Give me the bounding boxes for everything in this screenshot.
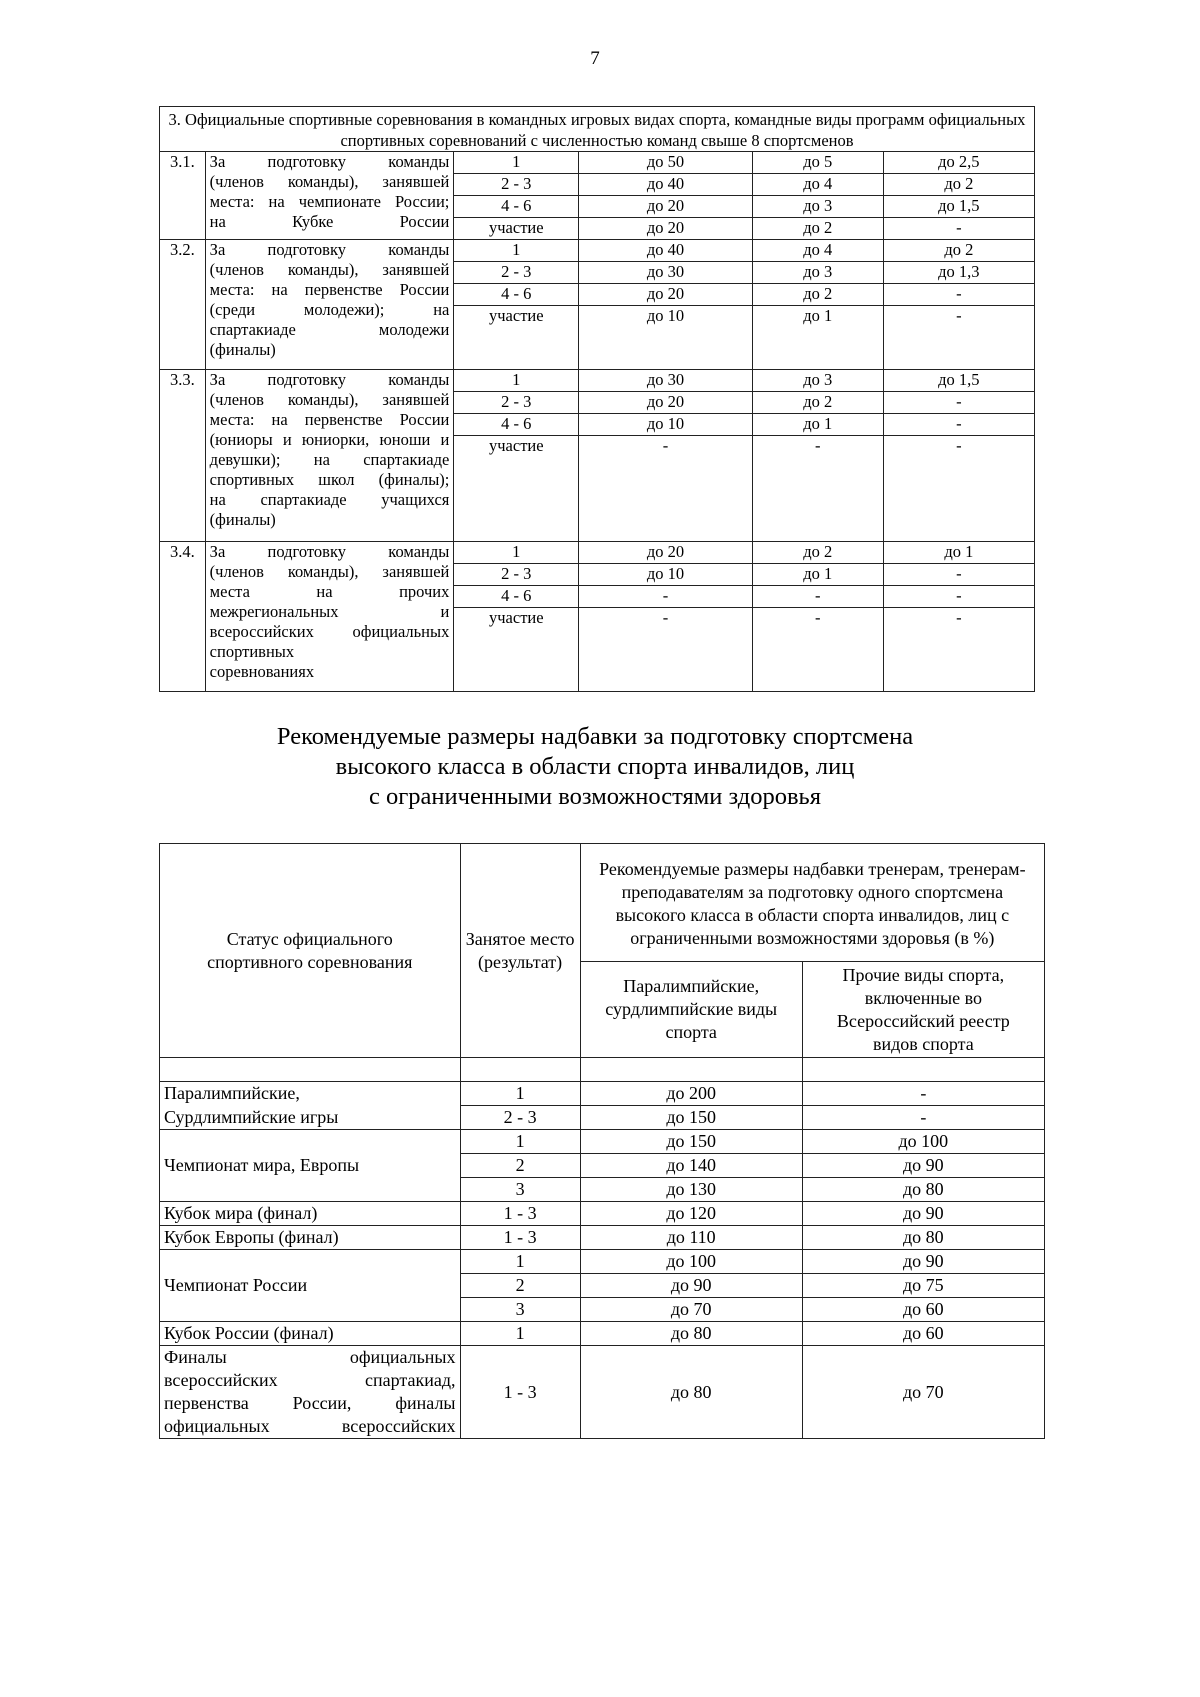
value-cell: до 30 bbox=[579, 262, 753, 284]
table-row bbox=[160, 1202, 1045, 1226]
value-cell: до 90 bbox=[580, 1274, 802, 1298]
value-cell: до 70 bbox=[802, 1346, 1044, 1439]
desc-line: За подготовку команды bbox=[209, 240, 450, 259]
place-cell: 3 bbox=[460, 1298, 580, 1322]
place-cell: 1 bbox=[454, 370, 579, 392]
value-cell: до 120 bbox=[580, 1202, 802, 1226]
place-cell: 1 bbox=[454, 542, 579, 564]
value-cell: до 80 bbox=[580, 1322, 802, 1346]
name-line: Финалы официальных bbox=[164, 1347, 456, 1367]
desc-line: места: на чемпионате России; bbox=[209, 192, 450, 211]
value-cell: до 10 bbox=[579, 564, 753, 586]
desc-line: (членов команды), занявшей bbox=[209, 562, 450, 581]
item-number: 3.4. bbox=[160, 542, 206, 692]
value-cell: до 3 bbox=[752, 370, 883, 392]
desc-line: За подготовку команды bbox=[209, 542, 450, 561]
value-cell: - bbox=[579, 608, 753, 692]
table-row bbox=[160, 1226, 1045, 1250]
competition-name: Кубок России (финал) bbox=[160, 1322, 461, 1346]
value-cell: до 4 bbox=[752, 174, 883, 196]
place-cell: 1 bbox=[460, 1322, 580, 1346]
desc-line: За подготовку команды bbox=[209, 152, 450, 171]
value-cell: до 4 bbox=[752, 240, 883, 262]
value-cell: - bbox=[752, 608, 883, 692]
name-line: официальных всероссийских bbox=[164, 1416, 456, 1436]
value-cell: до 1 bbox=[883, 542, 1034, 564]
value-cell: до 150 bbox=[580, 1106, 802, 1130]
value-cell: до 80 bbox=[802, 1226, 1044, 1250]
value-cell: до 20 bbox=[579, 284, 753, 306]
desc-line: всероссийских официальных bbox=[209, 622, 450, 641]
value-cell: до 110 bbox=[580, 1226, 802, 1250]
desc-line: соревнованиях bbox=[209, 662, 315, 681]
value-cell: до 20 bbox=[579, 392, 753, 414]
value-cell: до 1 bbox=[752, 306, 883, 370]
item-description bbox=[205, 370, 454, 542]
name-line: первенства России, финалы bbox=[164, 1393, 456, 1413]
table-row bbox=[160, 1346, 1045, 1439]
section-3-header: 3. Официальные спортивные соревнования в командных игровых видах спорта, командные виды программ официальных спортивных соревнований с численностью команд свыше 8 спортсменов bbox=[160, 107, 1035, 152]
value-cell: до 40 bbox=[579, 240, 753, 262]
place-cell: 4 - 6 bbox=[454, 414, 579, 436]
desc-line: (финалы) bbox=[209, 340, 276, 359]
place-cell: 1 bbox=[454, 240, 579, 262]
value-cell: до 150 bbox=[580, 1130, 802, 1154]
value-cell: - bbox=[883, 436, 1034, 542]
item-description bbox=[205, 240, 454, 370]
value-cell: до 3 bbox=[752, 196, 883, 218]
place-cell: 4 - 6 bbox=[454, 586, 579, 608]
table-row bbox=[160, 1082, 1045, 1106]
place-cell: участие bbox=[454, 218, 579, 240]
place-cell: 1 - 3 bbox=[460, 1202, 580, 1226]
section-title-line: высокого класса в области спорта инвалидов, лиц bbox=[335, 753, 855, 780]
table-row bbox=[160, 152, 1035, 174]
value-cell: до 1 bbox=[752, 414, 883, 436]
section-title-line: Рекомендуемые размеры надбавки за подготовку спортсмена bbox=[276, 723, 914, 750]
competition-name: Паралимпийские, bbox=[160, 1082, 461, 1106]
table-row bbox=[160, 240, 1035, 262]
value-cell: до 60 bbox=[802, 1322, 1044, 1346]
place-cell: 1 - 3 bbox=[460, 1346, 580, 1439]
section-title-line: с ограниченными возможностями здоровья bbox=[368, 783, 822, 810]
desc-line: на Кубке России bbox=[209, 212, 450, 231]
desc-line: места на прочих bbox=[209, 582, 450, 601]
value-cell: - bbox=[883, 284, 1034, 306]
desc-line: места: на первенстве России bbox=[209, 280, 450, 299]
value-cell: до 2 bbox=[883, 240, 1034, 262]
disabled-sports-bonus-table bbox=[159, 843, 1045, 1439]
desc-line: (членов команды), занявшей bbox=[209, 390, 450, 409]
value-cell: до 75 bbox=[802, 1274, 1044, 1298]
value-cell: до 90 bbox=[802, 1202, 1044, 1226]
value-cell: - bbox=[883, 306, 1034, 370]
header-status: Статус официального спортивного соревнования bbox=[160, 844, 461, 1058]
header-other: Прочие виды спорта, включенные во Всероссийский реестр видов спорта bbox=[802, 962, 1044, 1058]
desc-line: спартакиаде молодежи bbox=[209, 320, 450, 339]
value-cell: - bbox=[579, 586, 753, 608]
desc-line: места: на первенстве России bbox=[209, 410, 450, 429]
desc-line: спортивных bbox=[209, 642, 295, 661]
value-cell: - bbox=[883, 608, 1034, 692]
value-cell: - bbox=[883, 414, 1034, 436]
value-cell: до 90 bbox=[802, 1154, 1044, 1178]
value-cell: до 1,5 bbox=[883, 370, 1034, 392]
desc-line: спортивных школ (финалы); bbox=[209, 470, 450, 489]
value-cell: до 140 bbox=[580, 1154, 802, 1178]
table-row bbox=[160, 1250, 1045, 1274]
name-line: всероссийских спартакиад, bbox=[164, 1370, 456, 1390]
value-cell: до 50 bbox=[579, 152, 753, 174]
place-cell: участие bbox=[454, 436, 579, 542]
value-cell: до 1 bbox=[752, 564, 883, 586]
value-cell: до 60 bbox=[802, 1298, 1044, 1322]
place-cell: 3 bbox=[460, 1178, 580, 1202]
value-cell: до 130 bbox=[580, 1178, 802, 1202]
desc-line: межрегиональных и bbox=[209, 602, 450, 621]
header-paralympic: Паралимпийские, сурдлимпийские виды спорта bbox=[580, 962, 802, 1058]
place-cell: 2 - 3 bbox=[454, 564, 579, 586]
place-cell: 2 bbox=[460, 1154, 580, 1178]
value-cell: до 10 bbox=[579, 414, 753, 436]
header-place: Занятое место (результат) bbox=[460, 844, 580, 1058]
value-cell: до 70 bbox=[580, 1298, 802, 1322]
value-cell: - bbox=[883, 218, 1034, 240]
value-cell: до 2 bbox=[752, 218, 883, 240]
place-cell: 2 - 3 bbox=[454, 174, 579, 196]
place-cell: 2 - 3 bbox=[454, 262, 579, 284]
value-cell: - bbox=[883, 564, 1034, 586]
desc-line: За подготовку команды bbox=[209, 370, 450, 389]
table-row bbox=[160, 1106, 1045, 1130]
value-cell: до 10 bbox=[579, 306, 753, 370]
value-cell: до 2 bbox=[752, 542, 883, 564]
team-sports-bonus-table bbox=[159, 106, 1035, 692]
item-number: 3.3. bbox=[160, 370, 206, 542]
value-cell: до 20 bbox=[579, 542, 753, 564]
competition-name: Кубок мира (финал) bbox=[160, 1202, 461, 1226]
value-cell: - bbox=[802, 1082, 1044, 1106]
item-number: 3.2. bbox=[160, 240, 206, 370]
place-cell: 2 - 3 bbox=[454, 392, 579, 414]
place-cell: участие bbox=[454, 608, 579, 692]
table-row bbox=[160, 1322, 1045, 1346]
desc-line: (членов команды), занявшей bbox=[209, 260, 450, 279]
item-description bbox=[205, 152, 454, 240]
competition-name bbox=[160, 1346, 461, 1439]
table-row bbox=[160, 1130, 1045, 1154]
value-cell: - bbox=[752, 586, 883, 608]
value-cell: до 40 bbox=[579, 174, 753, 196]
value-cell: до 3 bbox=[752, 262, 883, 284]
value-cell: - bbox=[883, 586, 1034, 608]
place-cell: 2 - 3 bbox=[460, 1106, 580, 1130]
header-group: Рекомендуемые размеры надбавки тренерам, тренерам-преподавателям за подготовку одного спортсмена высокого класса в области спорта инвалидов, лиц с ограниченными возможностями здоровья (в %) bbox=[580, 844, 1044, 962]
desc-line: на спартакиаде учащихся bbox=[209, 490, 450, 509]
competition-name: Сурдлимпийские игры bbox=[160, 1106, 461, 1130]
value-cell: до 80 bbox=[802, 1178, 1044, 1202]
place-cell: 1 bbox=[460, 1082, 580, 1106]
place-cell: 1 bbox=[460, 1130, 580, 1154]
value-cell: до 2 bbox=[883, 174, 1034, 196]
value-cell: до 2 bbox=[752, 392, 883, 414]
place-cell: 1 - 3 bbox=[460, 1226, 580, 1250]
value-cell: до 5 bbox=[752, 152, 883, 174]
table-row bbox=[160, 370, 1035, 392]
page-number: 7 bbox=[590, 48, 600, 69]
place-cell: 1 bbox=[454, 152, 579, 174]
item-number: 3.1. bbox=[160, 152, 206, 240]
empty-row bbox=[160, 1058, 1045, 1082]
competition-name: Чемпионат мира, Европы bbox=[160, 1130, 461, 1202]
value-cell: до 20 bbox=[579, 218, 753, 240]
place-cell: 2 bbox=[460, 1274, 580, 1298]
value-cell: - bbox=[883, 392, 1034, 414]
value-cell: до 30 bbox=[579, 370, 753, 392]
competition-name: Чемпионат России bbox=[160, 1250, 461, 1322]
desc-line: (юниоры и юниорки, юноши и bbox=[209, 430, 450, 449]
value-cell: до 100 bbox=[580, 1250, 802, 1274]
place-cell: 4 - 6 bbox=[454, 284, 579, 306]
place-cell: 4 - 6 bbox=[454, 196, 579, 218]
section-title bbox=[0, 722, 1190, 812]
place-cell: участие bbox=[454, 306, 579, 370]
value-cell: до 80 bbox=[580, 1346, 802, 1439]
value-cell: - bbox=[579, 436, 753, 542]
desc-line: (среди молодежи); на bbox=[209, 300, 450, 319]
value-cell: - bbox=[802, 1106, 1044, 1130]
desc-line: девушки); на спартакиаде bbox=[209, 450, 450, 469]
item-description bbox=[205, 542, 454, 692]
value-cell: до 100 bbox=[802, 1130, 1044, 1154]
value-cell: до 1,3 bbox=[883, 262, 1034, 284]
table-row bbox=[160, 542, 1035, 564]
value-cell: до 20 bbox=[579, 196, 753, 218]
desc-line: (финалы) bbox=[209, 510, 276, 529]
value-cell: до 90 bbox=[802, 1250, 1044, 1274]
desc-line: (членов команды), занявшей bbox=[209, 172, 450, 191]
value-cell: до 2 bbox=[752, 284, 883, 306]
competition-name: Кубок Европы (финал) bbox=[160, 1226, 461, 1250]
value-cell: - bbox=[752, 436, 883, 542]
value-cell: до 2,5 bbox=[883, 152, 1034, 174]
value-cell: до 1,5 bbox=[883, 196, 1034, 218]
value-cell: до 200 bbox=[580, 1082, 802, 1106]
place-cell: 1 bbox=[460, 1250, 580, 1274]
